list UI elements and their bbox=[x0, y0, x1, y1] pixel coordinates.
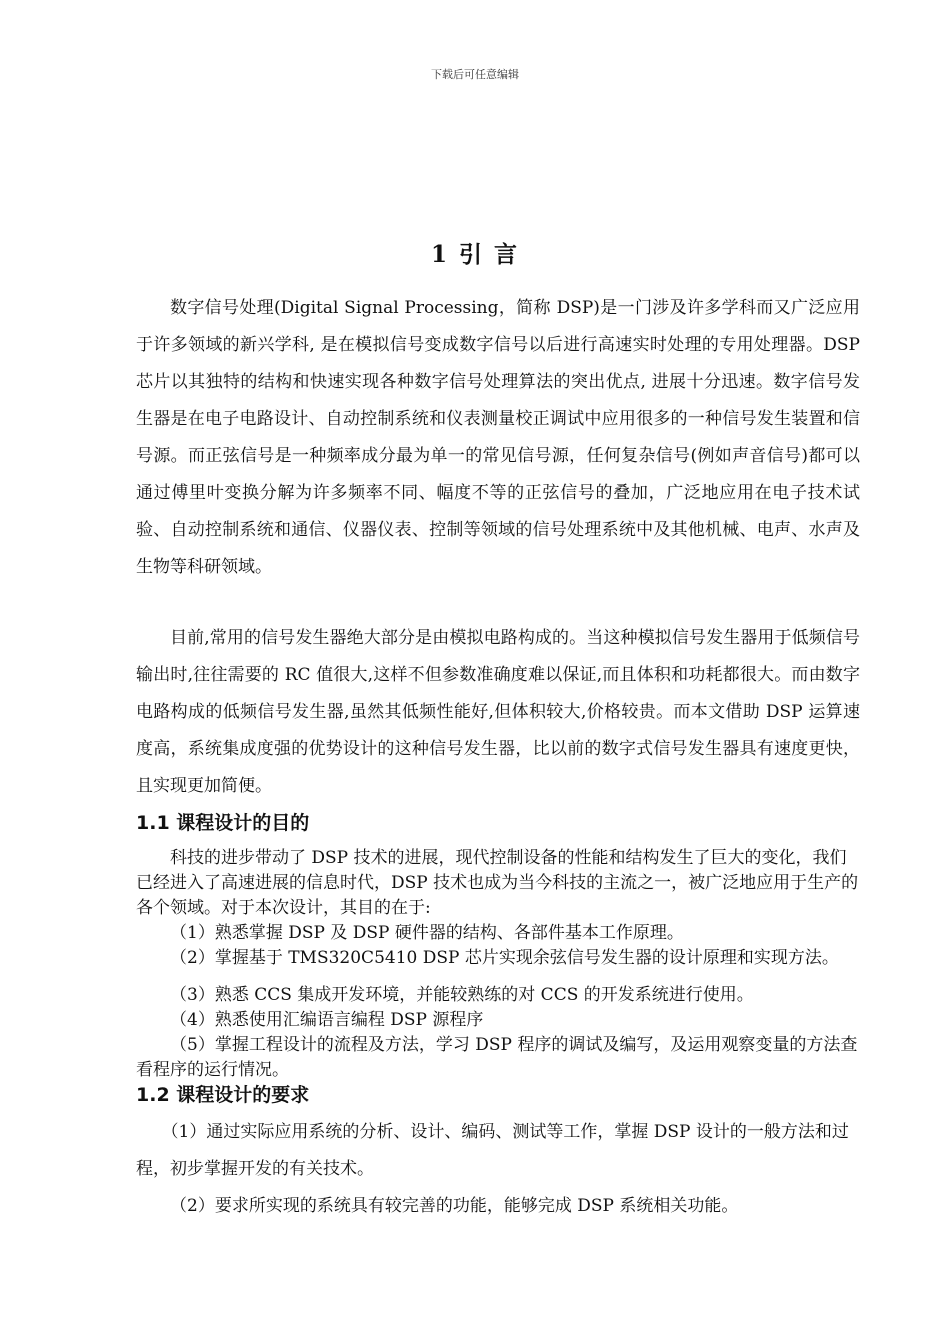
objective-item-5: （5）掌握工程设计的流程及方法，学习 DSP 程序的调试及编写，及运用观察变量的方法查看程序的运行情况。 bbox=[136, 1035, 858, 1080]
objective-item-4: （4）熟悉使用汇编语言编程 DSP 源程序 bbox=[170, 1010, 484, 1030]
objective-item-2: （2）掌握基于 TMS320C5410 DSP 芯片实现余弦信号发生器的设计原理和实现方法。 bbox=[170, 948, 839, 968]
intro-paragraph-2 bbox=[136, 620, 860, 805]
requirement-item-2: （2）要求所实现的系统具有较完善的功能，能够完成 DSP 系统相关功能。 bbox=[170, 1196, 739, 1216]
intro-p1-text: 数字信号处理(Digital Signal Processing，简称 DSP)是一门涉及许多学科而又广泛应用于许多领域的新兴学科, 是在模拟信号变成数字信号以后进行高速实时处理的专用处理器。DSP 芯片以其独特的结构和快速实现各种数字信号处理算法的突出优点, 进展十分迅速。数字信号发生器是在电子电路设计、自动控制系统和仪表测量校正调试中应用很多的一种信号发生装置和信号源。而正弦信号是一种频率成分最为单一的常见信号源，任何复杂信号(例如声音信号)都可以通过傅里叶变换分解为许多频率不同、幅度不等的正弦信号的叠加，广泛地应用在电子技术试验、自动控制系统和通信、仪器仪表、控制等领域的信号处理系统中及其他机械、电声、水声及生物等科研领域。 bbox=[136, 298, 860, 577]
intro-p2-text: 目前,常用的信号发生器绝大部分是由模拟电路构成的。当这种模拟信号发生器用于低频信号输出时,往往需要的 RC 值很大,这样不但参数准确度难以保证,而且体积和功耗都很大。而由数字电路构成的低频信号发生器,虽然其低频性能好,但体积较大,价格较贵。而本文借助 DSP 运算速度高，系统集成度强的优势设计的这种信号发生器，比以前的数字式信号发生器具有速度更快，且实现更加简便。 bbox=[136, 628, 860, 796]
section-1-1-paragraph: 科技的进步带动了 DSP 技术的进展，现代控制设备的性能和结构发生了巨大的变化，我们已经进入了高速进展的信息时代，DSP 技术也成为当今科技的主流之一，被广泛地应用于生产的各个领域。对于本次设计，其目的在于: bbox=[136, 848, 859, 918]
section-1-2-body bbox=[136, 1114, 860, 1225]
requirement-item-1: （1）通过实际应用系统的分析、设计、编码、测试等工作，掌握 DSP 设计的一般方法和过程，初步掌握开发的有关技术。 bbox=[136, 1122, 849, 1179]
section-1-1-body bbox=[136, 846, 860, 1083]
page-header-note: 下载后可任意编辑 bbox=[431, 68, 519, 81]
objective-item-3: （3）熟悉 CCS 集成开发环境，并能较熟练的对 CCS 的开发系统进行使用。 bbox=[170, 985, 754, 1005]
objective-item-1: （1）熟悉掌握 DSP 及 DSP 硬件器的结构、各部件基本工作原理。 bbox=[170, 923, 684, 943]
section-1-1-heading: 1.1 课程设计的目的 bbox=[136, 812, 310, 834]
section-1-2-heading: 1.2 课程设计的要求 bbox=[136, 1084, 310, 1106]
intro-paragraph-1 bbox=[136, 290, 860, 586]
chapter-title: 1 引 言 bbox=[430, 241, 520, 268]
